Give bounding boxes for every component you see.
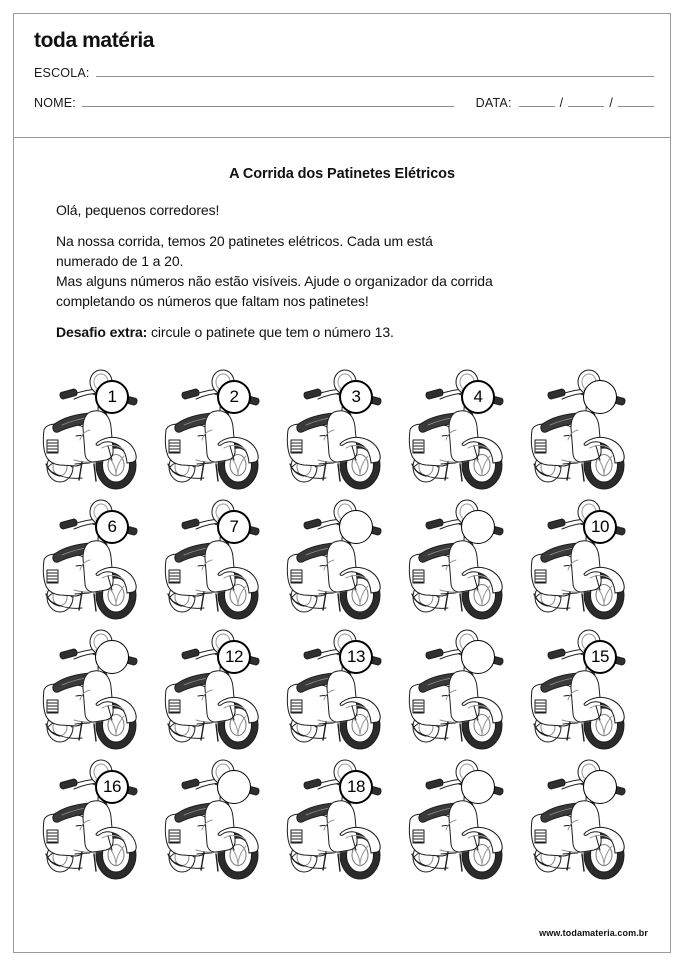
scooter-item[interactable] — [526, 368, 648, 498]
scooter-item[interactable] — [160, 498, 282, 628]
data-slash-2: / — [609, 96, 613, 110]
escola-label: ESCOLA: — [34, 66, 90, 80]
scooter-item[interactable] — [404, 628, 526, 758]
challenge-label: Desafio extra: — [56, 324, 148, 340]
scooter-item[interactable] — [282, 628, 404, 758]
scooter-number-blank[interactable] — [95, 640, 129, 674]
scooter-number-blank[interactable] — [583, 770, 617, 804]
data-year-line[interactable] — [618, 106, 654, 107]
instruction-line-2: numerado de 1 a 20. — [56, 253, 184, 269]
challenge-text: circule o patinete que tem o número 13. — [147, 324, 394, 340]
scooter-item[interactable] — [404, 368, 526, 498]
scooter-item[interactable] — [526, 758, 648, 888]
scooter-number-badge[interactable]: 10 — [583, 510, 617, 544]
scooter-number-blank[interactable] — [217, 770, 251, 804]
scooter-number-blank[interactable] — [461, 640, 495, 674]
data-slash-1: / — [559, 96, 564, 110]
scooter-item[interactable] — [38, 758, 160, 888]
escola-input-line[interactable] — [96, 76, 654, 77]
scooter-number-badge[interactable]: 13 — [339, 640, 373, 674]
data-day-line[interactable] — [519, 106, 555, 107]
scooter-number-badge[interactable]: 18 — [339, 770, 373, 804]
scooter-number-badge[interactable]: 7 — [217, 510, 251, 544]
scooter-number-blank[interactable] — [339, 510, 373, 544]
greeting-text: Olá, pequenos corredores! — [56, 202, 220, 218]
scooter-number-badge[interactable]: 15 — [583, 640, 617, 674]
nome-field — [34, 96, 654, 110]
scooter-number-badge[interactable]: 12 — [217, 640, 251, 674]
scooter-item[interactable] — [526, 498, 648, 628]
brand-logo: toda matéria — [34, 29, 155, 52]
scooter-number-badge[interactable]: 2 — [217, 380, 251, 414]
scooter-number-badge[interactable]: 16 — [95, 770, 129, 804]
worksheet-content — [14, 166, 670, 888]
footer-url: www.todamateria.com.br — [539, 928, 648, 938]
scooter-item[interactable] — [160, 368, 282, 498]
scooter-item[interactable] — [160, 628, 282, 758]
scooter-item[interactable] — [38, 628, 160, 758]
scooter-item[interactable] — [38, 368, 160, 498]
scooter-number-badge[interactable]: 3 — [339, 380, 373, 414]
scooter-item[interactable] — [282, 758, 404, 888]
scooter-grid — [38, 368, 646, 888]
scooter-item[interactable] — [526, 628, 648, 758]
scooter-number-badge[interactable]: 6 — [95, 510, 129, 544]
challenge-paragraph — [56, 322, 646, 342]
data-month-line[interactable] — [568, 106, 604, 107]
scooter-item[interactable] — [282, 368, 404, 498]
nome-input-line[interactable] — [82, 106, 454, 107]
data-label: DATA: — [475, 96, 512, 110]
instruction-line-4: completando os números que faltam nos patinetes! — [56, 293, 369, 309]
scooter-item[interactable] — [404, 758, 526, 888]
scooter-item[interactable] — [282, 498, 404, 628]
scooter-number-badge[interactable]: 1 — [95, 380, 129, 414]
escola-field — [34, 66, 654, 80]
page-title: A Corrida dos Patinetes Elétricos — [229, 166, 455, 182]
scooter-number-blank[interactable] — [461, 510, 495, 544]
nome-label: NOME: — [34, 96, 76, 110]
scooter-number-blank[interactable] — [461, 770, 495, 804]
instruction-line-3: Mas alguns números não estão visíveis. Ajude o organizador da corrida — [56, 273, 493, 289]
worksheet-page — [13, 13, 671, 953]
scooter-item[interactable] — [160, 758, 282, 888]
page-header — [14, 14, 670, 138]
data-field — [476, 96, 654, 110]
instruction-line-1: Na nossa corrida, temos 20 patinetes elétricos. Cada um está — [56, 233, 433, 249]
instruction-paragraph-1 — [56, 231, 646, 311]
scooter-number-badge[interactable]: 4 — [461, 380, 495, 414]
scooter-number-blank[interactable] — [583, 380, 617, 414]
scooter-item[interactable] — [38, 498, 160, 628]
scooter-item[interactable] — [404, 498, 526, 628]
